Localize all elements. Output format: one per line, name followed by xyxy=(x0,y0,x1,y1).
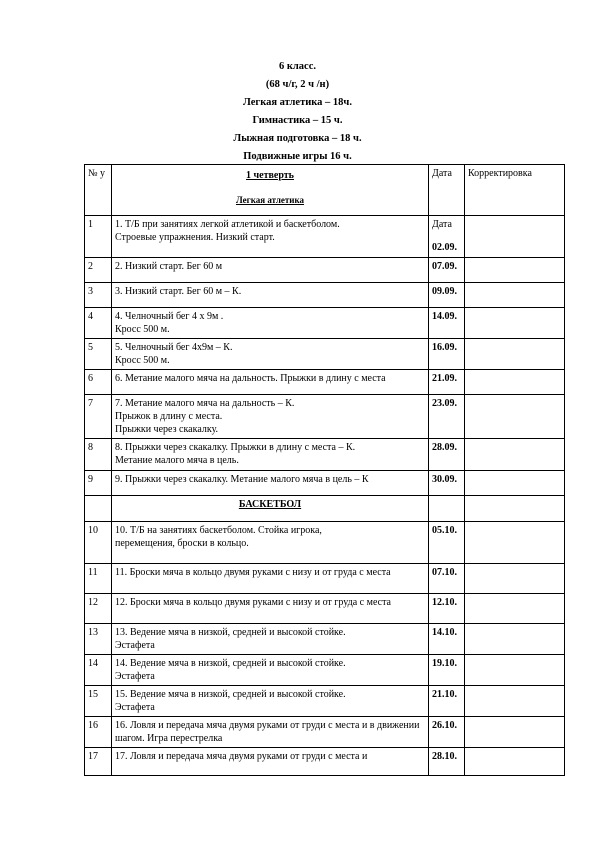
hours-athletics: Легкая атлетика – 18ч. xyxy=(243,97,352,108)
row-topic xyxy=(112,624,429,655)
row-correction xyxy=(465,748,565,776)
section-row xyxy=(85,496,565,522)
date-value: 30.09. xyxy=(432,474,457,485)
row-date xyxy=(429,339,465,370)
row-date xyxy=(429,283,465,308)
row-number: 1 xyxy=(85,216,112,258)
row-topic xyxy=(112,339,429,370)
table-row xyxy=(85,283,565,308)
date-value: 19.10. xyxy=(432,658,457,669)
date-value: 16.09. xyxy=(432,342,457,353)
topic-line: 12. Броски мяча в кольцо двумя руками с низу и от груда с места xyxy=(115,597,391,608)
date-value: 07.09. xyxy=(432,261,457,272)
date-value: 07.10. xyxy=(432,567,457,578)
header-date xyxy=(429,165,465,216)
topic-line: 4. Челночный бег 4 х 9м . xyxy=(115,311,224,322)
date-value: 09.09. xyxy=(432,286,457,297)
row-number: 9 xyxy=(85,471,112,496)
row-number: 5 xyxy=(85,339,112,370)
row-topic xyxy=(112,258,429,283)
topic-line: 16. Ловля и передача мяча двумя руками от груди с места и в движении шагом. Игра перестрелка xyxy=(115,720,420,744)
topic-line: Кросс 500 м. xyxy=(115,355,170,366)
topic-line: Метание малого мяча в цель. xyxy=(115,455,239,466)
topic-line: 17. Ловля и передача мяча двумя руками от груди с места и xyxy=(115,751,368,762)
table-row xyxy=(85,308,565,339)
row-correction xyxy=(465,471,565,496)
topic-line: 3. Низкий старт. Бег 60 м – К. xyxy=(115,286,242,297)
date-value: 28.09. xyxy=(432,442,457,453)
date-label: Дата xyxy=(432,219,452,230)
row-topic xyxy=(112,564,429,594)
row-correction xyxy=(465,283,565,308)
topic-line: 6. Метание малого мяча на дальность. Прыжки в длину с места xyxy=(115,373,386,384)
section-empty-cell xyxy=(85,496,112,522)
topic-line: 11. Броски мяча в кольцо двумя руками с низу и от груда с места xyxy=(115,567,391,578)
table-row xyxy=(85,395,565,439)
row-correction xyxy=(465,564,565,594)
topic-line: 1. Т/Б при занятиях легкой атлетикой и баскетболом. xyxy=(115,219,340,230)
row-topic xyxy=(112,370,429,395)
row-date xyxy=(429,216,465,258)
hours-games: Подвижные игры 16 ч. xyxy=(243,151,352,162)
topic-line: Эстафета xyxy=(115,671,155,682)
row-topic xyxy=(112,216,429,258)
table-row xyxy=(85,522,565,564)
hours-gymnastics: Гимнастика – 15 ч. xyxy=(252,115,343,126)
row-number: 15 xyxy=(85,686,112,717)
topic-line: 10. Т/Б на занятиях баскетболом. Стойка игрока, xyxy=(115,525,322,536)
date-value: 12.10. xyxy=(432,597,457,608)
row-correction xyxy=(465,594,565,624)
topic-line: Прыжок в длину с места. xyxy=(115,411,223,422)
row-topic xyxy=(112,283,429,308)
topic-line: Кросс 500 м. xyxy=(115,324,170,335)
date-value: 21.10. xyxy=(432,689,457,700)
section-empty-cell xyxy=(429,496,465,522)
topic-line: Эстафета xyxy=(115,640,155,651)
topic-line: Эстафета xyxy=(115,702,155,713)
row-number: 7 xyxy=(85,395,112,439)
row-date xyxy=(429,686,465,717)
header-number-label: № у xyxy=(88,168,106,179)
row-date xyxy=(429,370,465,395)
row-topic xyxy=(112,748,429,776)
hours-skiing: Лыжная подготовка – 18 ч. xyxy=(233,133,362,144)
topic-line: 5. Челночный бег 4х9м – К. xyxy=(115,342,233,353)
row-correction xyxy=(465,624,565,655)
row-date xyxy=(429,624,465,655)
row-date xyxy=(429,308,465,339)
row-correction xyxy=(465,439,565,471)
topic-line: 2. Низкий старт. Бег 60 м xyxy=(115,261,223,272)
row-topic xyxy=(112,395,429,439)
date-value: 14.10. xyxy=(432,627,457,638)
header-correction-label: Корректировка xyxy=(468,168,532,179)
row-correction xyxy=(465,308,565,339)
row-topic xyxy=(112,717,429,748)
table-row xyxy=(85,686,565,717)
header-correction xyxy=(465,165,565,216)
row-date xyxy=(429,594,465,624)
date-value: 14.09. xyxy=(432,311,457,322)
row-number: 17 xyxy=(85,748,112,776)
class-title: 6 класс. xyxy=(278,61,316,72)
table-row xyxy=(85,216,565,258)
row-topic xyxy=(112,439,429,471)
topic-line: 8. Прыжки через скакалку. Прыжки в длину с места – К. xyxy=(115,442,356,453)
row-correction xyxy=(465,717,565,748)
table-row xyxy=(85,717,565,748)
row-topic xyxy=(112,686,429,717)
row-number: 13 xyxy=(85,624,112,655)
topic-line: 7. Метание малого мяча на дальность – К. xyxy=(115,398,295,409)
table-row xyxy=(85,370,565,395)
table-row xyxy=(85,655,565,686)
row-date xyxy=(429,395,465,439)
row-correction xyxy=(465,686,565,717)
table-row xyxy=(85,564,565,594)
table-row xyxy=(85,439,565,471)
row-correction xyxy=(465,370,565,395)
row-number: 14 xyxy=(85,655,112,686)
row-number: 16 xyxy=(85,717,112,748)
row-topic xyxy=(112,655,429,686)
topic-line: 14. Ведение мяча в низкой, средней и высокой стойке. xyxy=(115,658,346,669)
section-athletics: Легкая атлетика xyxy=(235,195,305,205)
row-correction xyxy=(465,522,565,564)
header-topic xyxy=(112,165,429,216)
header-number xyxy=(85,165,112,216)
row-number: 3 xyxy=(85,283,112,308)
date-value: 21.09. xyxy=(432,373,457,384)
topic-line: перемещения, броски в кольцо. xyxy=(115,538,249,549)
table-row xyxy=(85,748,565,776)
row-topic xyxy=(112,594,429,624)
row-topic xyxy=(112,522,429,564)
date-value: 26.10. xyxy=(432,720,457,731)
document-header xyxy=(0,58,595,166)
row-date xyxy=(429,258,465,283)
row-correction xyxy=(465,258,565,283)
row-date xyxy=(429,471,465,496)
row-topic xyxy=(112,471,429,496)
row-correction xyxy=(465,339,565,370)
table-header-row xyxy=(85,165,565,216)
row-number: 8 xyxy=(85,439,112,471)
row-number: 6 xyxy=(85,370,112,395)
topic-line: 13. Ведение мяча в низкой, средней и высокой стойке. xyxy=(115,627,346,638)
table-row xyxy=(85,471,565,496)
quarter-title: 1 четверть xyxy=(246,170,294,181)
date-value: 28.10. xyxy=(432,751,457,762)
row-date xyxy=(429,564,465,594)
row-correction xyxy=(465,655,565,686)
row-date xyxy=(429,717,465,748)
row-date xyxy=(429,655,465,686)
hours-summary: (68 ч/г, 2 ч /н) xyxy=(265,79,330,90)
row-number: 2 xyxy=(85,258,112,283)
table-row xyxy=(85,339,565,370)
section-basketball: БАСКЕТБОЛ xyxy=(238,499,302,510)
section-title-cell xyxy=(112,496,429,522)
row-correction xyxy=(465,216,565,258)
row-date xyxy=(429,439,465,471)
date-value: 02.09. xyxy=(432,242,457,253)
topic-line: Прыжки через скакалку. xyxy=(115,424,219,435)
topic-line: Строевые упражнения. Низкий старт. xyxy=(115,232,275,243)
row-date xyxy=(429,522,465,564)
table-row xyxy=(85,594,565,624)
row-number: 11 xyxy=(85,564,112,594)
table-row xyxy=(85,624,565,655)
date-value: 05.10. xyxy=(432,525,457,536)
row-correction xyxy=(465,395,565,439)
table-row xyxy=(85,258,565,283)
header-date-label: Дата xyxy=(432,168,452,179)
row-topic xyxy=(112,308,429,339)
row-number: 12 xyxy=(85,594,112,624)
lesson-plan-table xyxy=(84,164,565,776)
date-value: 23.09. xyxy=(432,398,457,409)
section-empty-cell xyxy=(465,496,565,522)
topic-line: 15. Ведение мяча в низкой, средней и высокой стойке. xyxy=(115,689,346,700)
row-number: 10 xyxy=(85,522,112,564)
row-date xyxy=(429,748,465,776)
row-number: 4 xyxy=(85,308,112,339)
topic-line: 9. Прыжки через скакалку. Метание малого мяча в цель – К xyxy=(115,474,369,485)
